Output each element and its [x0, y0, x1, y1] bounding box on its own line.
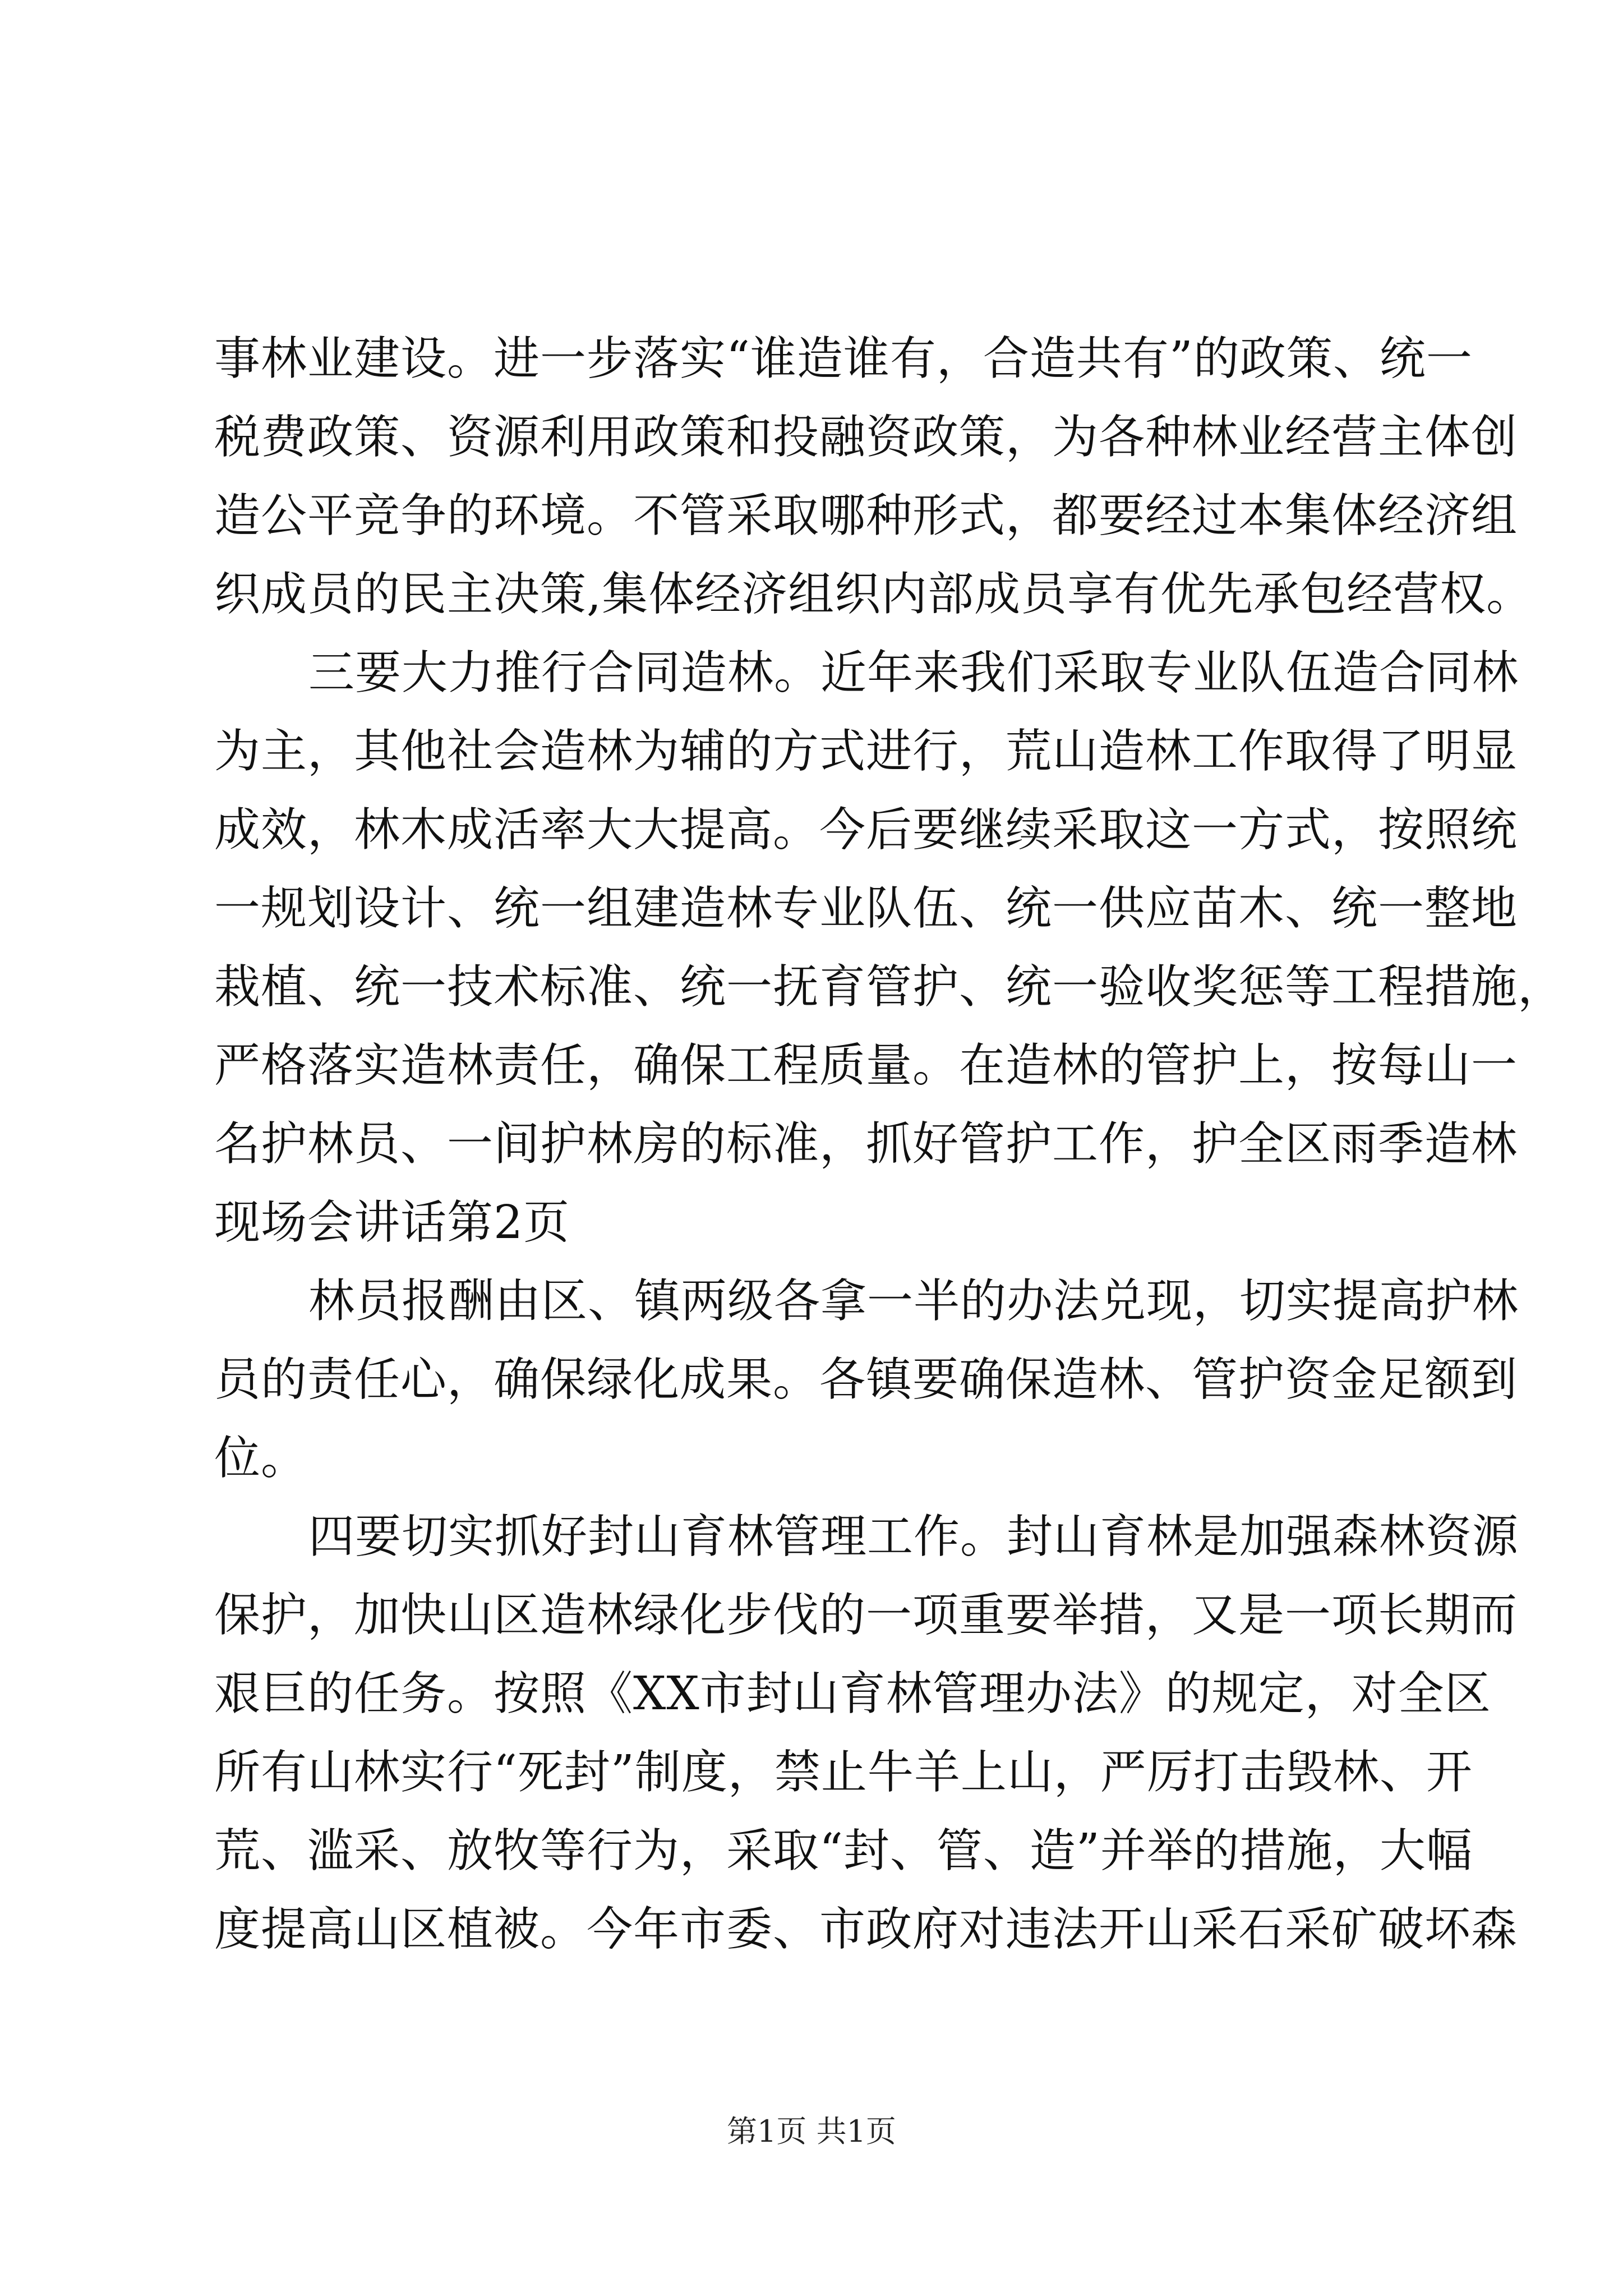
text-line-9: 栽植、统一技术标准、统一抚育管护、统一验收奖惩等工程措施， — [214, 960, 1565, 1014]
paragraph-3-start: 三要大力推行合同造林。近年来我们采取专业队伍造合同林 — [308, 646, 1519, 700]
text-line-20: 荒、滥采、放牧等行为，采取“封、管、造”并举的措施，大幅 — [214, 1824, 1473, 1878]
text-line-4: 织成员的民主决策,集体经济组织内部成员享有优先承包经营权。 — [214, 568, 1533, 621]
text-line-1: 事林业建设。进一步落实“谁造谁有，合造共有”的政策、统一 — [214, 332, 1473, 385]
text-line-11: 名护林员、一间护林房的标准，抓好管护工作，护全区雨季造林 — [214, 1117, 1518, 1171]
text-line-10: 严格落实造林责任，确保工程质量。在造林的管护上，按每山一 — [214, 1039, 1518, 1092]
text-line-17: 保护，加快山区造林绿化步伐的一项重要举措，又是一项长期而 — [214, 1589, 1518, 1642]
page-footer: 第1页 共1页 — [727, 2114, 896, 2149]
text-line-2: 税费政策、资源利用政策和投融资政策，为各种林业经营主体创 — [214, 411, 1518, 464]
text-line-12: 现场会讲话第2页 — [214, 1196, 570, 1249]
paragraph-4-start: 四要切实抓好封山育林管理工作。封山育林是加强森林资源 — [308, 1510, 1519, 1563]
text-line-3: 造公平竞争的环境。不管采取哪种形式，都要经过本集体经济组 — [214, 489, 1518, 542]
text-line-7: 成效，林木成活率大大提高。今后要继续采取这一方式，按照统 — [214, 803, 1518, 857]
text-line-8: 一规划设计、统一组建造林专业队伍、统一供应苗木、统一整地 — [214, 882, 1518, 935]
text-line-19: 所有山林实行“死封”制度，禁止牛羊上山，严厉打击毁林、开 — [214, 1746, 1473, 1799]
text-line-18: 艰巨的任务。按照《XX市封山育林管理办法》的规定，对全区 — [214, 1667, 1491, 1720]
text-line-14: 员的责任心，确保绿化成果。各镇要确保造林、管护资金足额到 — [214, 1353, 1518, 1406]
text-line-15: 位。 — [214, 1432, 308, 1485]
paragraph-start: 林员报酬由区、镇两级各拿一半的办法兑现，切实提高护林 — [308, 1274, 1519, 1328]
text-line-21: 度提高山区植被。今年市委、市政府对违法开山采石采矿破坏森 — [214, 1903, 1518, 1956]
text-line-6: 为主，其他社会造林为辅的方式进行，荒山造林工作取得了明显 — [214, 725, 1518, 778]
